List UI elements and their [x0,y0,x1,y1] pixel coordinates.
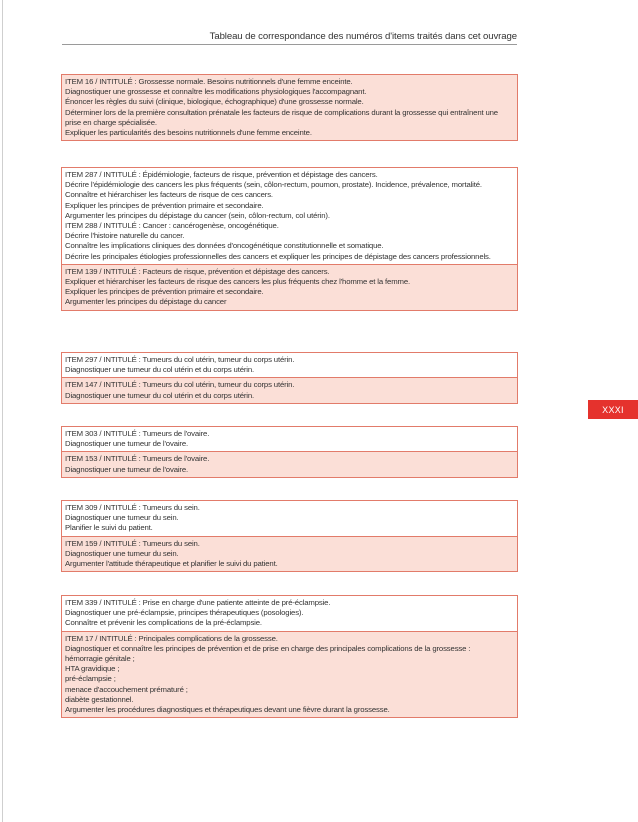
item-objective: Énoncer les règles du suivi (clinique, biologique, échographique) d'une grossesse normale. [65,97,364,107]
page-number-tab: XXXI [588,400,638,419]
item-objective: Décrire l'épidémiologie des cancers les plus fréquents (sein, côlon-rectum, poumon, prostate). Incidence, prévalence, mortalité. [65,180,482,190]
item-objective: Expliquer les principes de prévention primaire et secondaire. [65,200,264,210]
item-objective: Déterminer lors de la première consultation prénatale les facteurs de risque de complications durant la grossesse qui entraînent une prise en charge spécialisée. [65,107,498,127]
item-title: ITEM 153 / INTITULÉ : Tumeurs de l'ovaire. [65,454,210,464]
item-group [61,426,518,478]
item-objective: Expliquer les principes de prévention primaire et secondaire. [65,287,264,297]
item-group [61,500,518,572]
item-objective: Expliquer et hiérarchiser les facteurs de risque des cancers les plus fréquents chez l'homme et la femme. [65,277,410,287]
item-box-new [61,167,518,265]
item-objective: menace d'accouchement prématuré ; [65,684,188,694]
item-box-current [61,378,518,403]
item-objective: Connaître les implications cliniques des données d'oncogénétique constitutionnelle et somatique. [65,241,384,251]
item-title: ITEM 147 / INTITULÉ : Tumeurs du col utérin, tumeur du corps utérin. [65,380,295,390]
item-objective: Diagnostiquer une tumeur du col utérin et du corps utérin. [65,365,255,375]
item-objective: Expliquer les particularités des besoins nutritionnels d'une femme enceinte. [65,128,312,138]
item-box-current [61,632,518,719]
item-objective: Diagnostiquer une tumeur du col utérin et du corps utérin. [65,390,255,400]
item-objective: Diagnostiquer et connaître les principes de prévention et de prise en charge des principales complications de la grossesse : [65,643,471,653]
item-box-new [61,500,518,537]
item-objective: hémorragie génitale ; [65,654,135,664]
item-box-new [61,352,518,378]
item-objective: Décrire les principales étiologies professionnelles des cancers et expliquer les principes de dépistage des cancers professionnels. [65,251,491,261]
page-edge-line [2,0,3,822]
item-objective: Argumenter l'attitude thérapeutique et planifier le suivi du patient. [65,559,278,569]
item-objective: Décrire l'histoire naturelle du cancer. [65,231,185,241]
item-objective: Connaître et prévenir les complications de la pré-éclampsie. [65,618,262,628]
item-objective: Argumenter les principes du dépistage du cancer (sein, côlon-rectum, col utérin). [65,210,330,220]
item-title: ITEM 159 / INTITULÉ : Tumeurs du sein. [65,538,200,548]
item-objective: diabète gestationnel. [65,694,134,704]
item-objective: Argumenter les principes du dépistage du cancer [65,297,227,307]
item-objective: Planifier le suivi du patient. [65,523,153,533]
item-box-current [61,265,518,311]
item-group [61,595,518,718]
item-box-new [61,595,518,632]
header-divider [62,44,517,45]
item-title: ITEM 309 / INTITULÉ : Tumeurs du sein. [65,503,200,512]
item-objective: Argumenter les procédures diagnostiques et thérapeutiques devant une fièvre durant la grossesse. [65,705,390,715]
item-box-current [61,452,518,477]
item-objective: Diagnostiquer une tumeur du sein. [65,513,179,523]
item-group [61,352,518,404]
item-objective: HTA gravidique ; [65,664,120,674]
item-title: ITEM 297 / INTITULÉ : Tumeurs du col utérin, tumeur du corps utérin. [65,355,295,364]
item-box-new [61,426,518,452]
item-objective: Diagnostiquer une pré-éclampsie, principes thérapeutiques (posologies). [65,608,304,618]
item-title: ITEM 303 / INTITULÉ : Tumeurs de l'ovaire. [65,429,210,438]
item-objective: Diagnostiquer une tumeur de l'ovaire. [65,464,189,474]
item-objective: pré-éclampsie ; [65,674,116,684]
item-title: ITEM 17 / INTITULÉ : Principales complications de la grossesse. [65,633,278,643]
item-objective: Connaître et hiérarchiser les facteurs de risque de ces cancers. [65,190,273,200]
item-objective: Diagnostiquer une tumeur de l'ovaire. [65,439,189,449]
item-title: ITEM 287 / INTITULÉ : Épidémiologie, facteurs de risque, prévention et dépistage des cancers. [65,170,378,179]
item-box-current [61,74,518,141]
item-group [61,167,518,311]
item-group [61,74,518,141]
item-objective: Diagnostiquer une tumeur du sein. [65,548,179,558]
item-title: ITEM 288 / INTITULÉ : Cancer : cancérogenèse, oncogénétique. [65,221,279,231]
item-objective: Diagnostiquer une grossesse et connaître les modifications physiologiques l'accompagnant. [65,87,367,97]
page-header-title: Tableau de correspondance des numéros d'items traités dans cet ouvrage [209,31,517,42]
item-box-current [61,537,518,573]
item-title: ITEM 16 / INTITULÉ : Grossesse normale. Besoins nutritionnels d'une femme enceinte. [65,77,353,86]
item-title: ITEM 339 / INTITULÉ : Prise en charge d'une patiente atteinte de pré-éclampsie. [65,598,331,607]
item-title: ITEM 139 / INTITULÉ : Facteurs de risque, prévention et dépistage des cancers. [65,266,330,276]
